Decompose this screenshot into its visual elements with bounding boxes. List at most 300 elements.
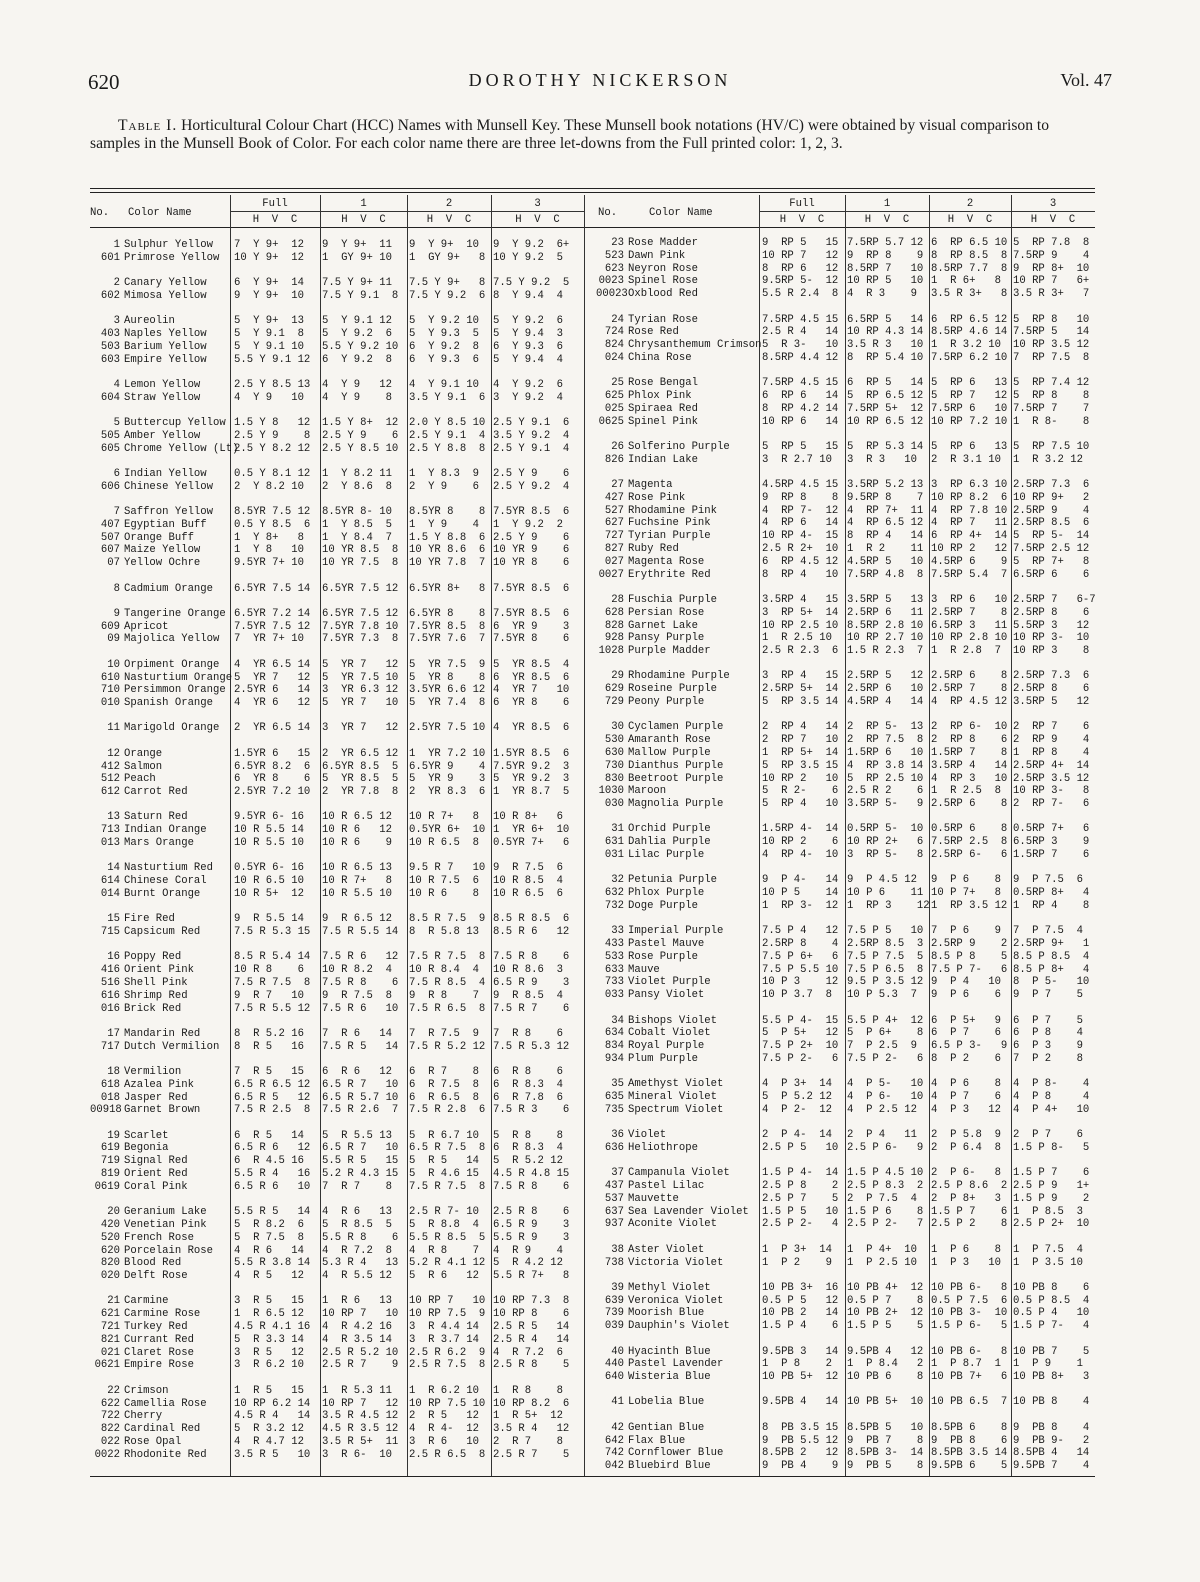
full-hvc: 1 RP 5+ 14 xyxy=(762,746,839,759)
color-name: Camellia Rose xyxy=(124,1397,207,1410)
header-color-name: Color Name xyxy=(128,207,192,219)
color-name: Rhodamine Pink xyxy=(628,504,718,517)
full-hvc: 1 R 6.5 12 xyxy=(234,1308,304,1321)
table-caption xyxy=(90,117,1095,153)
header-hvc: H V C xyxy=(779,214,825,226)
color-name: Coral Pink xyxy=(124,1180,188,1193)
letdown-1-hvc: 7.5RP 5+ 12 xyxy=(847,402,924,415)
letdown-1-hvc: 1.5 R 2.3 7 xyxy=(847,645,924,658)
color-number: 834 xyxy=(604,1040,624,1053)
letdown-3-hvc: 2.5RP 7 6-7 xyxy=(1013,593,1096,606)
full-hvc: 10 RP 2.5 10 xyxy=(762,619,839,632)
color-name: Hyacinth Blue xyxy=(628,1345,711,1358)
color-number: 024 xyxy=(604,351,624,364)
color-number: 24 xyxy=(611,313,624,326)
letdown-2-hvc: 4 P 6 8 xyxy=(931,1078,1001,1091)
color-name: Pansy Purple xyxy=(628,632,705,645)
header-partition xyxy=(230,211,584,212)
table-row xyxy=(596,874,1101,887)
letdown-2-hvc: 9 PB 8 6 xyxy=(931,1434,1008,1447)
full-hvc: 4 RP 7- 12 xyxy=(762,504,839,517)
color-number: 739 xyxy=(604,1307,624,1320)
color-name: Roseine Purple xyxy=(628,683,718,696)
full-hvc: 3.5RP 4 15 xyxy=(762,593,839,606)
color-number: 1030 xyxy=(598,785,624,798)
letdown-2-hvc: 7 P 6 9 xyxy=(931,925,1001,938)
letdown-3-hvc: 0.5 P 4 10 xyxy=(1013,1307,1090,1320)
color-name: Phlox Pink xyxy=(628,390,692,402)
full-hvc: 7 YR 7+ 10 xyxy=(234,633,304,646)
letdown-3-hvc: 10 RP 8 6 xyxy=(493,1308,570,1321)
table-row xyxy=(596,1218,1101,1231)
letdown-3-hvc: 2 R 7 8 xyxy=(493,1435,563,1448)
table-row xyxy=(90,1347,595,1360)
table-row xyxy=(596,288,1101,301)
color-name: Cyclamen Purple xyxy=(628,721,724,734)
table-row xyxy=(596,1320,1101,1333)
color-number: 042 xyxy=(604,1460,624,1473)
letdown-1-hvc: 4 P 2.5 12 xyxy=(847,1103,917,1116)
table-row xyxy=(596,798,1101,811)
letdown-3-hvc: 4 R 9 4 xyxy=(493,1244,563,1257)
letdown-2-hvc: 7.5YR 8.5 8 xyxy=(409,620,486,633)
color-number: 618 xyxy=(100,1078,120,1091)
table-row xyxy=(596,314,1101,327)
letdown-1-hvc: 5 RP 6.5 12 xyxy=(847,390,924,402)
letdown-2-hvc: 6 Y 9.3 6 xyxy=(409,353,479,366)
color-number: 1 xyxy=(113,239,120,251)
letdown-3-hvc: 5 RP 5- 14 xyxy=(1013,530,1090,543)
table-row xyxy=(90,1385,595,1398)
full-hvc: 10 R 6.5 10 xyxy=(234,875,304,888)
letdown-2-hvc: 8 R 5.8 13 xyxy=(409,926,479,938)
full-hvc: 4 P 3+ 14 xyxy=(762,1078,832,1091)
letdown-2-hvc: 7.5RP 2.5 8 xyxy=(931,836,1008,849)
letdown-2-hvc: 1.5 P 7 6 xyxy=(931,1205,1008,1218)
letdown-3-hvc: 10 PB 8 6 xyxy=(1013,1281,1090,1294)
table-row xyxy=(596,339,1101,352)
table-row xyxy=(90,1270,595,1283)
letdown-2-hvc: 2 Y 9 6 xyxy=(409,480,479,493)
letdown-3-hvc: 5 R 5.2 12 xyxy=(493,1155,563,1168)
letdown-3-hvc: 7.5 R 3 6 xyxy=(493,1104,570,1117)
letdown-2-hvc: 7.5 R 5.2 12 xyxy=(409,1040,486,1053)
letdown-1-hvc: 9 PB 7 8 xyxy=(847,1434,924,1447)
letdown-2-hvc: 1 P 6 8 xyxy=(931,1243,1001,1256)
color-name: Straw Yellow xyxy=(124,391,201,404)
letdown-3-hvc: 1 YR 8.7 5 xyxy=(493,786,570,799)
color-number: 730 xyxy=(604,759,624,772)
color-name: Buttercup Yellow xyxy=(124,417,226,429)
letdown-2-hvc: 1 R 6+ 8 xyxy=(931,275,1001,288)
full-hvc: 6 RP 4.5 12 xyxy=(762,555,839,568)
color-number: 2 xyxy=(113,277,120,290)
color-name: Saffron Yellow xyxy=(124,506,214,518)
color-name: Vermilion xyxy=(124,1065,182,1078)
letdown-3-hvc: 5 R 8 8 xyxy=(493,1129,563,1142)
table-row xyxy=(90,1308,595,1321)
letdown-2-hvc: 7.5 R 6.5 8 xyxy=(409,1002,486,1015)
letdown-1-hvc: 3.5 R 3 10 xyxy=(847,339,924,352)
full-hvc: 6.5 R 6.5 12 xyxy=(234,1078,311,1091)
color-number: 18 xyxy=(107,1065,120,1078)
color-number: 828 xyxy=(604,619,624,632)
letdown-2-hvc: 10 R 6 8 xyxy=(409,887,479,900)
letdown-2-hvc: 7.5 R 8.5 4 xyxy=(409,976,486,989)
color-name: Apricot xyxy=(124,620,169,633)
letdown-3-hvc: 6 R 8.3 4 xyxy=(493,1142,563,1155)
letdown-2-hvc: 1 Y 9 4 xyxy=(409,518,479,531)
table-row xyxy=(596,721,1101,734)
full-hvc: 1 RP 3- 12 xyxy=(762,899,839,912)
letdown-1-hvc: 10 PB 6 8 xyxy=(847,1371,924,1384)
color-name: Orange Buff xyxy=(124,531,194,544)
full-hvc: 6.5YR 7.2 14 xyxy=(234,607,311,620)
letdown-3-hvc: 1 R 3.2 12 xyxy=(1013,453,1083,466)
table-row xyxy=(596,441,1101,454)
letdown-2-hvc: 1.5 P 6- 5 xyxy=(931,1320,1008,1333)
letdown-3-hvc: 4 YR 8.5 6 xyxy=(493,722,570,735)
letdown-2-hvc: 6.5RP 3 11 xyxy=(931,619,1008,632)
letdown-1-hvc: 1 R 5.3 11 xyxy=(322,1384,392,1397)
color-number: 07 xyxy=(107,557,120,570)
letdown-3-hvc: 1.5RP 7 6 xyxy=(1013,849,1090,861)
letdown-2-hvc: 5.5 R 8.5 5 xyxy=(409,1231,486,1244)
full-hvc: 4.5 R 4.1 16 xyxy=(234,1321,311,1333)
color-number: 16 xyxy=(107,951,120,964)
letdown-1-hvc: 1 Y 8.5 5 xyxy=(322,518,392,531)
table-row xyxy=(90,1155,595,1168)
color-number: 021 xyxy=(100,1346,120,1359)
table-row xyxy=(90,354,595,367)
color-name: Moorish Blue xyxy=(628,1307,705,1320)
color-number: 42 xyxy=(611,1421,624,1434)
letdown-3-hvc: 7.5YR 8.5 6 xyxy=(493,582,570,595)
letdown-2-hvc: 10 RP 2 12 xyxy=(931,543,1008,555)
header-no: No. xyxy=(90,207,110,219)
color-number: 0022 xyxy=(94,1448,120,1461)
letdown-1-hvc: 3.5RP 5 13 xyxy=(847,593,924,606)
full-hvc: 2.5YR 7.2 10 xyxy=(234,786,311,799)
letdown-2-hvc: 6 R 7.5 8 xyxy=(409,1078,479,1091)
full-hvc: 10 P 3 12 xyxy=(762,976,839,989)
color-name: Amber Yellow xyxy=(124,429,201,442)
color-number: 1028 xyxy=(598,645,624,658)
color-number: 433 xyxy=(604,938,624,950)
full-hvc: 6.5YR 7.5 14 xyxy=(234,582,311,595)
letdown-2-hvc: 1.5 Y 8.8 6 xyxy=(409,531,486,544)
letdown-3-hvc: 10 Y 9.2 5 xyxy=(493,251,563,264)
color-number: 15 xyxy=(107,913,120,926)
letdown-1-hvc: 6.5 R 7 10 xyxy=(322,1078,399,1091)
color-name: Aconite Violet xyxy=(628,1218,718,1231)
letdown-2-hvc: 6.5 R 7.5 8 xyxy=(409,1142,486,1155)
full-hvc: 4 RP 6 14 xyxy=(762,517,839,530)
letdown-1-hvc: 4 R 3.5 14 xyxy=(322,1333,392,1346)
table-row xyxy=(90,748,595,761)
letdown-3-hvc: 2.5RP 8.5 6 xyxy=(1013,517,1090,530)
letdown-2-hvc: 9 P 6 6 xyxy=(931,989,1001,1002)
letdown-2-hvc: 8 P 2 6 xyxy=(931,1052,1001,1065)
letdown-2-hvc: 2 P 5.8 9 xyxy=(931,1129,1001,1142)
letdown-2-hvc: 5.2 R 4.1 12 xyxy=(409,1257,486,1270)
color-name: Dianthus Purple xyxy=(628,759,724,772)
color-name: Campanula Violet xyxy=(628,1167,730,1180)
letdown-2-hvc: 10 PB 7+ 6 xyxy=(931,1371,1008,1384)
color-name: Spiraea Red xyxy=(628,402,698,415)
full-hvc: 9 PB 5.5 12 xyxy=(762,1434,839,1447)
letdown-1-hvc: 4.5RP 5 10 xyxy=(847,555,924,568)
letdown-1-hvc: 2 RP 5- 13 xyxy=(847,721,924,734)
full-hvc: 7.5RP 4.5 15 xyxy=(762,313,839,326)
color-number: 033 xyxy=(604,989,624,1002)
letdown-3-hvc: 7.5YR 8.5 6 xyxy=(493,607,570,620)
color-name: Peony Purple xyxy=(628,696,705,708)
header-letdown-2: 2 xyxy=(445,198,453,210)
color-number: 830 xyxy=(604,772,624,785)
full-hvc: 2 P 4- 14 xyxy=(762,1129,832,1142)
letdown-1-hvc: 1.5RP 6 10 xyxy=(847,746,924,759)
color-name: Yellow Ochre xyxy=(124,557,201,570)
full-hvc: 4 R 5 12 xyxy=(234,1270,304,1283)
table-row xyxy=(90,977,595,990)
table-row xyxy=(90,951,595,964)
letdown-1-hvc: 5.3 R 4 13 xyxy=(322,1257,399,1270)
color-number: 416 xyxy=(100,964,120,977)
color-name: Mars Orange xyxy=(124,837,194,849)
letdown-1-hvc: 6 Y 9.2 8 xyxy=(322,353,392,366)
table-row xyxy=(90,1003,595,1016)
full-hvc: 5 R 8.2 6 xyxy=(234,1218,304,1231)
table-row xyxy=(90,239,595,252)
color-number: 629 xyxy=(604,683,624,696)
full-hvc: 5.5 Y 9.1 12 xyxy=(234,353,311,366)
color-name: Poppy Red xyxy=(124,951,182,964)
letdown-1-hvc: 7 R 6 14 xyxy=(322,1027,392,1040)
full-hvc: 7.5 P 2+ 10 xyxy=(762,1040,839,1053)
letdown-1-hvc: 10 YR 8.5 8 xyxy=(322,544,399,557)
color-name: Claret Rose xyxy=(124,1346,194,1359)
letdown-3-hvc: 2.5 P 9 1+ xyxy=(1013,1180,1090,1192)
letdown-2-hvc: 3 R 4.4 14 xyxy=(409,1321,479,1333)
color-number: 635 xyxy=(604,1091,624,1103)
letdown-1-hvc: 1 P 8.4 2 xyxy=(847,1358,924,1371)
color-name: Shell Pink xyxy=(124,976,188,989)
color-name: Peach xyxy=(124,773,156,786)
full-hvc: 2.5RP 5+ 14 xyxy=(762,683,839,696)
letdown-3-hvc: 1 RP 8 4 xyxy=(1013,746,1090,759)
full-hvc: 4 P 2- 12 xyxy=(762,1103,832,1116)
full-hvc: 3 R 5 12 xyxy=(234,1346,304,1359)
color-name: Spanish Orange xyxy=(124,697,214,710)
letdown-1-hvc: 10 R 6 12 xyxy=(322,824,392,837)
letdown-1-hvc: 2.5 R 5.2 10 xyxy=(322,1346,399,1359)
letdown-2-hvc: 4 R 4- 12 xyxy=(409,1423,479,1436)
letdown-1-hvc: 2 Y 8.6 8 xyxy=(322,480,392,493)
color-number: 710 xyxy=(100,684,120,697)
color-name: Garnet Lake xyxy=(628,619,698,632)
letdown-3-hvc: 0.5RP 7+ 6 xyxy=(1013,823,1090,836)
letdown-3-hvc: 7.5RP 5 14 xyxy=(1013,326,1090,339)
color-name: Cadmium Orange xyxy=(124,582,214,595)
table-row xyxy=(90,1321,595,1334)
letdown-3-hvc: 5 RP 7+ 8 xyxy=(1013,555,1090,568)
color-name: Rose Bengal xyxy=(628,377,698,390)
full-hvc: 10 R 5.5 14 xyxy=(234,824,304,837)
full-hvc: 10 RP 2 10 xyxy=(762,772,839,785)
full-hvc: 10 PB 2 14 xyxy=(762,1307,839,1320)
letdown-2-hvc: 6 P 5+ 9 xyxy=(931,1014,1001,1027)
full-hvc: 6 R 5 14 xyxy=(234,1129,304,1142)
letdown-1-hvc: 2 YR 7.8 8 xyxy=(322,786,399,799)
color-name: Carmine xyxy=(124,1295,169,1308)
color-name: Bishops Violet xyxy=(628,1014,718,1027)
table-row xyxy=(90,633,595,646)
table-bottom-rule xyxy=(90,1476,1095,1477)
letdown-2-hvc: 10 RP 7 10 xyxy=(409,1295,486,1308)
letdown-2-hvc: 6 RP 6.5 10 xyxy=(931,237,1008,249)
full-hvc: 0.5YR 6- 16 xyxy=(234,862,304,875)
color-name: Chrome Yellow (Lt) xyxy=(124,442,239,455)
color-number: 721 xyxy=(100,1321,120,1333)
color-name: Flax Blue xyxy=(628,1434,686,1447)
table-row xyxy=(596,1142,1101,1155)
color-name: Purple Madder xyxy=(628,645,711,658)
full-hvc: 9.5YR 7+ 10 xyxy=(234,557,304,570)
letdown-3-hvc: 5 RP 7.5 10 xyxy=(1013,440,1090,453)
letdown-2-hvc: 8.5RP 7.7 8 xyxy=(931,262,1008,275)
letdown-3-hvc: 5 YR 9.2 3 xyxy=(493,773,570,786)
letdown-2-hvc: 2 RP 6- 10 xyxy=(931,721,1008,734)
table-row xyxy=(596,951,1101,964)
table-row xyxy=(596,773,1101,786)
color-number: 0619 xyxy=(94,1180,120,1193)
letdown-2-hvc: 2.5RP 7 8 xyxy=(931,683,1008,696)
table-row xyxy=(596,556,1101,569)
letdown-2-hvc: 7 R 7.5 9 xyxy=(409,1027,479,1040)
letdown-3-hvc: 9 P 7.5 6 xyxy=(1013,874,1083,887)
letdown-2-hvc: 2.5RP 6- 6 xyxy=(931,849,1008,861)
letdown-1-hvc: 5 Y 9.2 6 xyxy=(322,328,392,340)
letdown-1-hvc: 6.5YR 8.5 5 xyxy=(322,760,399,773)
full-hvc: 4 R 4.7 12 xyxy=(234,1435,304,1448)
letdown-3-hvc: 2 RP 9 4 xyxy=(1013,734,1090,747)
table-row xyxy=(596,823,1101,836)
color-name: Persimmon Orange xyxy=(124,684,226,697)
color-name: Rose Opal xyxy=(124,1435,182,1448)
letdown-1-hvc: 2.5RP 6 11 xyxy=(847,606,924,619)
letdown-1-hvc: 6 RP 5 14 xyxy=(847,377,924,390)
full-hvc: 5 Y 9+ 13 xyxy=(234,315,304,328)
letdown-2-hvc: 10 PB 6- 8 xyxy=(931,1281,1008,1294)
letdown-3-hvc: 0.5 P 8.5 4 xyxy=(1013,1294,1090,1307)
table-row xyxy=(596,1015,1101,1028)
color-name: Fire Red xyxy=(124,913,175,926)
letdown-1-hvc: 4.5 R 3.5 12 xyxy=(322,1423,399,1436)
letdown-3-hvc: 6 Y 9.3 6 xyxy=(493,340,563,353)
letdown-2-hvc: 0.5RP 6 8 xyxy=(931,823,1008,836)
letdown-3-hvc: 6 YR 9 3 xyxy=(493,620,570,633)
table-row xyxy=(90,506,595,519)
full-hvc: 8.5PB 2 12 xyxy=(762,1447,839,1460)
color-number: 25 xyxy=(611,377,624,390)
letdown-1-hvc: 1 P 2.5 10 xyxy=(847,1256,917,1269)
color-name: Venetian Pink xyxy=(124,1218,207,1231)
letdown-3-hvc: 10 RP 7.3 8 xyxy=(493,1295,570,1308)
letdown-3-hvc: 5 RP 7.4 12 xyxy=(1013,377,1090,390)
letdown-2-hvc: 5 Y 9.2 10 xyxy=(409,315,479,328)
letdown-1-hvc: 10 PB 2+ 12 xyxy=(847,1307,924,1320)
letdown-2-hvc: 9.5PB 6 5 xyxy=(931,1460,1008,1473)
color-number: 733 xyxy=(604,976,624,989)
color-number: 507 xyxy=(100,531,120,544)
letdown-3-hvc: 9 R 7.5 6 xyxy=(493,862,563,875)
table-row xyxy=(90,875,595,888)
letdown-1-hvc: 3 YR 6.3 12 xyxy=(322,684,399,697)
full-hvc: 5.5 R 4 16 xyxy=(234,1168,311,1180)
table-row xyxy=(596,543,1101,556)
letdown-1-hvc: 2.5 Y 9 6 xyxy=(322,429,399,442)
letdown-2-hvc: 8.5PB 3.5 14 xyxy=(931,1447,1008,1460)
letdown-2-hvc: 2 P 8+ 3 xyxy=(931,1192,1001,1205)
letdown-1-hvc: 7.5 R 2.6 7 xyxy=(322,1104,399,1117)
table-row xyxy=(596,1257,1101,1270)
color-name: Violet Purple xyxy=(628,976,711,989)
header-letdown-1: 1 xyxy=(360,198,367,210)
color-number: 21 xyxy=(107,1295,120,1308)
full-hvc: 8 PB 3.5 15 xyxy=(762,1421,839,1434)
color-number: 13 xyxy=(107,811,120,824)
table-row xyxy=(90,1181,595,1194)
table-row xyxy=(596,594,1101,607)
letdown-3-hvc: 6.5 R 9 3 xyxy=(493,1218,570,1231)
color-number: 23 xyxy=(611,237,624,249)
color-name: Maize Yellow xyxy=(124,544,201,557)
color-name: Chinese Yellow xyxy=(124,480,214,493)
table-row xyxy=(596,237,1101,250)
full-hvc: 10 RP 6.2 14 xyxy=(234,1397,311,1410)
header-hvc: H V C xyxy=(947,214,993,226)
color-name: Methyl Violet xyxy=(628,1281,711,1294)
color-name: Mauve xyxy=(628,963,660,976)
letdown-2-hvc: 10 YR 8.6 6 xyxy=(409,544,486,557)
letdown-2-hvc: 6 Y 9.2 8 xyxy=(409,340,479,353)
letdown-3-hvc: 6 YR 8 6 xyxy=(493,697,570,710)
full-hvc: 10 R 8 6 xyxy=(234,964,304,977)
full-hvc: 6.5 R 6 10 xyxy=(234,1180,311,1193)
letdown-2-hvc: 4 P 3 12 xyxy=(931,1103,1001,1116)
letdown-2-hvc: 6.5YR 8 8 xyxy=(409,607,486,620)
letdown-1-hvc: 6.5YR 7.5 12 xyxy=(322,607,399,620)
table-row xyxy=(90,1206,595,1219)
table-caption-lead: Table I. xyxy=(118,117,178,134)
letdown-1-hvc: 8.5RP 7 10 xyxy=(847,262,924,275)
table-row xyxy=(596,964,1101,977)
letdown-3-hvc: 9 R 8.5 4 xyxy=(493,989,563,1002)
letdown-2-hvc: 5 R 8.8 4 xyxy=(409,1218,479,1231)
letdown-2-hvc: 3.5 R 3+ 8 xyxy=(931,288,1008,301)
letdown-1-hvc: 10 R 6 9 xyxy=(322,837,392,849)
color-number: 512 xyxy=(100,773,120,786)
letdown-1-hvc: 4 P 6- 10 xyxy=(847,1091,924,1103)
letdown-3-hvc: 7 RP 7.5 8 xyxy=(1013,351,1090,364)
color-number: 826 xyxy=(604,453,624,466)
color-number: 010 xyxy=(100,697,120,710)
color-name: Garnet Brown xyxy=(124,1104,201,1117)
letdown-3-hvc: 7 P 7.5 4 xyxy=(1013,925,1083,938)
color-name: Erythrite Red xyxy=(628,568,711,581)
color-number: 12 xyxy=(107,747,120,760)
